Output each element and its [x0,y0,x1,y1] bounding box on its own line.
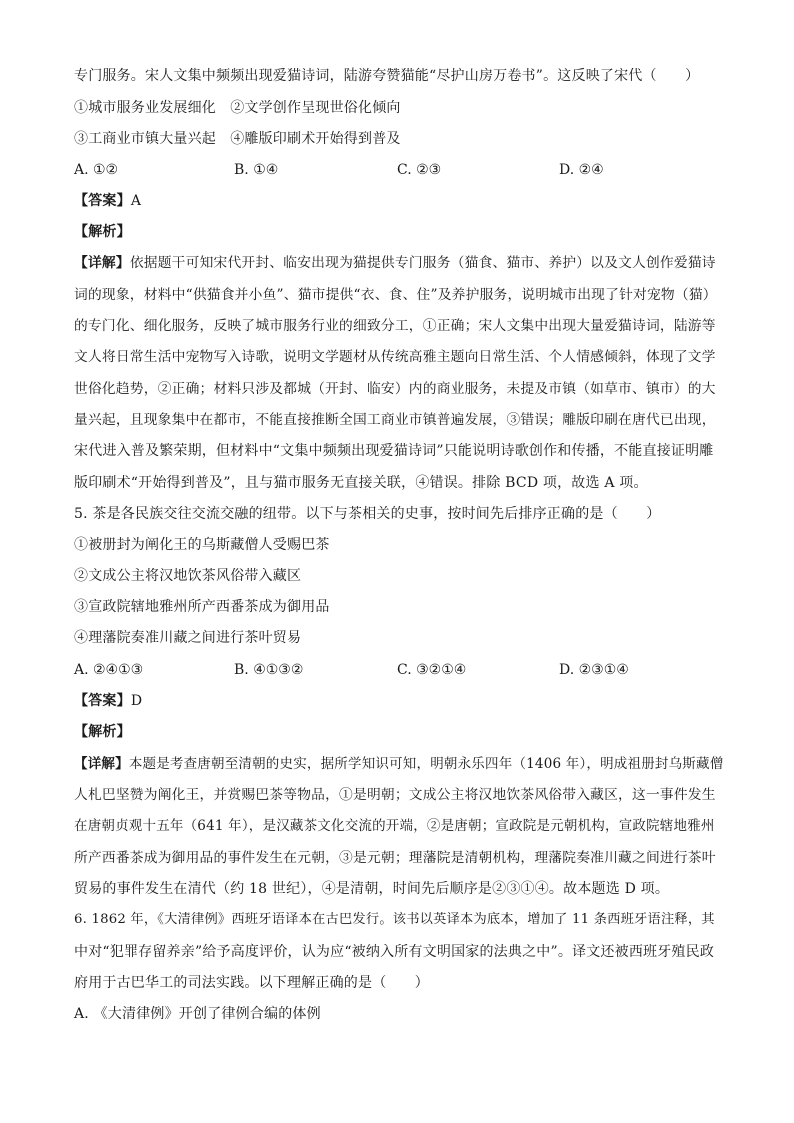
q5-detail-line-3: 在唐朝贞观十五年（641 年），是汉藏茶文化交流的开端，②是唐朝；宣政院是元朝机构，宣政院辖地雅州 [74,818,715,834]
q4-answer [74,192,724,210]
q6-stem-line-3: 府用于古巴华工的司法实践。以下理解正确的是（ ） [74,975,429,991]
q5-detail-label: 【详解】 [74,756,129,772]
q4-detail-line-1: 【详解】依据题干可知宋代开封、临安出现为猫提供专门服务（猫食、猫市、养护）以及文人创作爱猫诗 [74,255,716,271]
q4-option-d: D. ②④ [559,162,604,178]
q5-stem: 5. 茶是各民族交往交流交融的纽带。以下与茶相关的史事，按时间先后排序正确的是（ ） [74,506,661,522]
q4-detail-line-7: 宋代进入普及繁荣期，但材料中“文集中频频出现爱猫诗词”只能说明诗歌创作和传播，不能直接证明雕 [74,443,714,459]
q4-options [74,161,734,179]
q5-detail-line-4: 所产西番茶成为御用品的事件发生在元朝，③是元朝；理藩院是清朝机构，理藩院奏准川藏之间进行茶叶 [74,850,716,866]
q6-stem-line-2: 中对“犯罪存留养亲”给予高度评价，认为应“被纳入所有文明国家的法典之中”。译文还被西班牙殖民政 [74,944,715,960]
q4-item-row-2: ③工商业市镇大量兴起 ④雕版印刷术开始得到普及 [74,131,401,147]
q5-item-2: ②文成公主将汉地饮茶风俗带入藏区 [74,568,302,584]
q6-option-a: A. 《大清律例》开创了律例合编的体例 [74,1006,321,1022]
q5-detail-line-1: 【详解】本题是考查唐朝至清朝的史实，据所学知识可知，明朝永乐四年（1406 年），明成祖册封乌斯藏僧 [74,756,724,772]
q5-answer [74,692,724,710]
q5-option-b: B. ④①③② [234,662,304,678]
q4-item-row-1: ①城市服务业发展细化 ②文学创作呈现世俗化倾向 [74,100,401,116]
q4-analysis-label: 【解析】 [74,224,131,240]
q4-detail-line-4: 文人将日常生活中宠物写入诗歌，说明文学题材从传统高雅主题向日常生活、个人情感倾斜，体现了文学 [74,349,716,365]
q5-answer-value: D [130,693,143,709]
q5-item-3: ③宣政院辖地雅州所产西番茶成为御用品 [74,599,330,615]
q4-detail-line-8: 版印刷术“开始得到普及”，且与猫市服务无直接关联，④错误。排除 BCD 项，故选 A 项。 [74,475,648,491]
q5-option-d: D. ②③①④ [559,662,629,678]
q5-option-a: A. ②④①③ [74,662,144,678]
q4-answer-label: 【答案】 [74,193,131,209]
q5-detail-line-2: 人札巴坚赞为阐化王，并赏赐巴茶等物品，①是明朝；文成公主将汉地饮茶风俗带入藏区，这一事件发生 [74,787,716,803]
q5-item-4: ④理藩院奏准川藏之间进行茶叶贸易 [74,630,302,646]
q5-detail-line-5: 贸易的事件发生在清代（约 18 世纪），④是清朝，时间先后顺序是②③①④。故本题选 D 项。 [74,881,670,897]
q4-answer-value: A [130,193,142,209]
q6-stem-line-1: 6. 1862 年，《大清律例》西班牙语译本在古巴发行。该书以英译本为底本，增加了 11 条西班牙语注释，其 [74,912,715,927]
q4-option-b: B. ①④ [234,162,279,178]
q5-options [74,661,734,679]
q4-detail-label: 【详解】 [74,255,130,271]
q5-item-1: ①被册封为阐化王的乌斯藏僧人受赐巴茶 [74,537,330,553]
q4-detail-line-6: 量兴起，且现象集中在都市，不能直接推断全国工商业市镇普遍发展，③错误；雕版印刷在唐代已出现， [74,412,716,428]
q5-option-c: C. ③②①④ [397,662,467,678]
q4-option-c: C. ②③ [397,162,442,178]
q5-answer-label: 【答案】 [74,693,131,709]
q4-detail-line-3: 的专门化、细化服务，反映了城市服务行业的细致分工，①正确；宋人文集中出现大量爱猫诗词，陆游等 [74,318,716,334]
q4-stem-tail: 专门服务。宋人文集中频频出现爱猫诗词，陆游夸赞猫能“尽护山房万卷书”。这反映了宋代（ ） [74,68,700,84]
q4-option-a: A. ①② [74,162,119,178]
q5-analysis-label: 【解析】 [74,724,131,740]
q4-detail-line-2: 词的现象，材料中“供猫食并小鱼”、猫市提供“衣、食、住”及养护服务，说明城市出现了针对宠物（猫） [74,287,717,303]
q4-detail-line-5: 世俗化趋势，②正确；材料只涉及都城（开封、临安）内的商业服务，未提及市镇（如草市、镇市）的大 [74,381,716,397]
